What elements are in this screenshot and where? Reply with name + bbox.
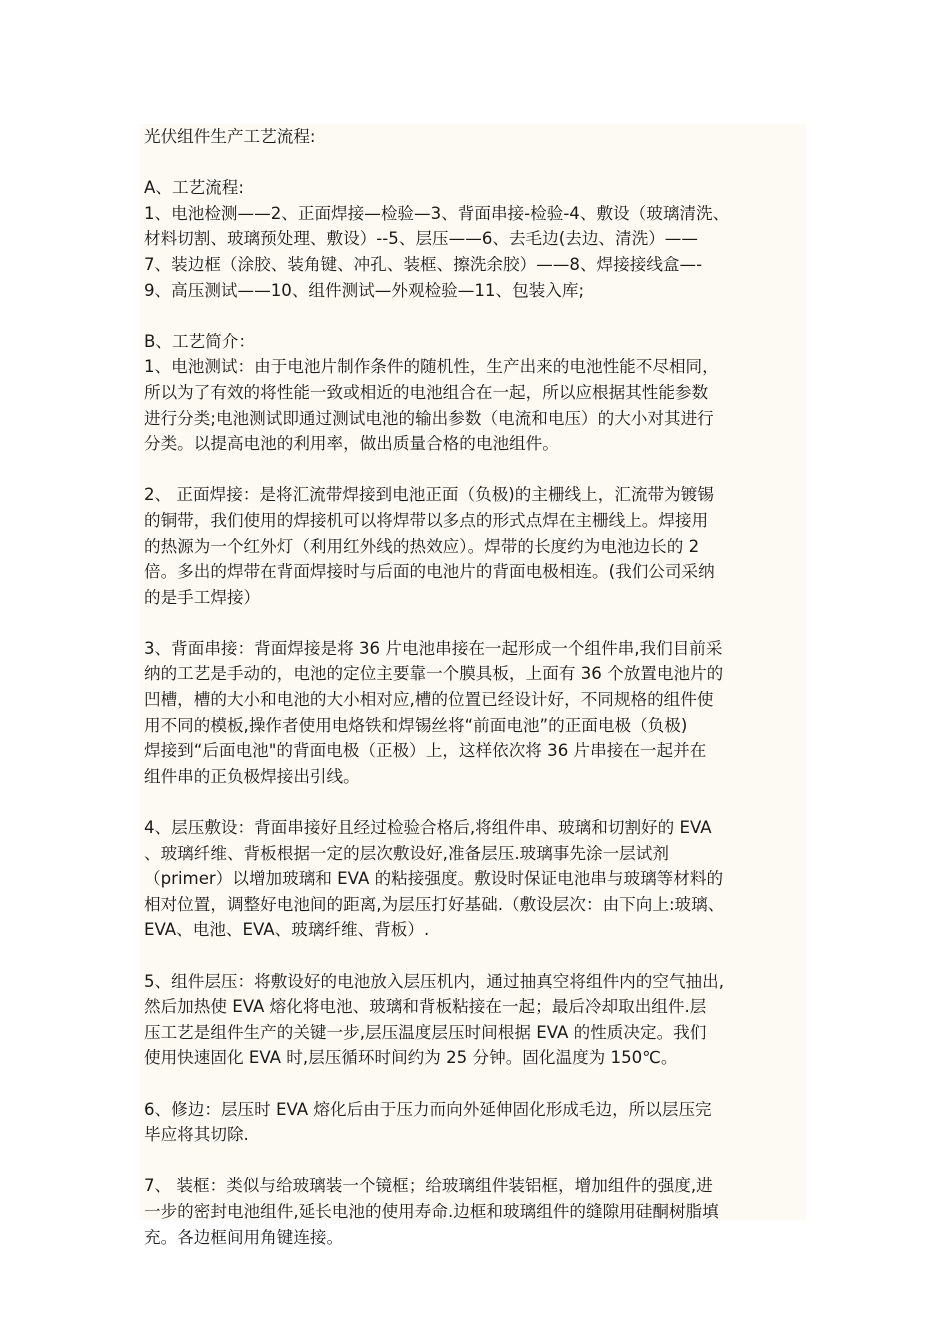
document-title: 光伏组件生产工艺流程: <box>144 127 316 146</box>
step-2-line: 倍。多出的焊带在背面焊接时与后面的电池片的背面电极相连。(我们公司采纳 <box>144 562 715 582</box>
step-7-line: 一步的密封电池组件,延长电池的使用寿命.边框和玻璃组件的缝隙用硅酮树脂填 <box>144 1201 719 1221</box>
step-3-line: 焊接到“后面电池"的背面电极（正极）上，这样依次将 36 片串接在一起并在 <box>144 741 707 761</box>
blank-line <box>144 789 806 815</box>
step-3-line: 3、背面串接：背面焊接是将 36 片电池串接在一起形成一个组件串,我们目前采 <box>144 638 723 658</box>
step-6-line: 6、修边：层压时 EVA 熔化后由于压力而向外延伸固化形成毛边，所以层压完 <box>144 1099 712 1119</box>
step-5-line: 然后加热使 EVA 熔化将电池、玻璃和背板粘接在一起；最后冷却取出组件.层 <box>144 997 707 1017</box>
step-2-line: 2、 正面焊接：是将汇流带焊接到电池正面（负极)的主栅线上，汇流带为镀锡 <box>144 485 714 505</box>
blank-line <box>144 457 806 483</box>
step-4-line: 相对位置，调整好电池间的距离,为层压打好基础.（敷设层次：由下向上:玻璃、 <box>144 894 725 914</box>
step-3-line: 纳的工艺是手动的，电池的定位主要靠一个膜具板，上面有 36 个放置电池片的 <box>144 664 724 684</box>
step-7-line: 充。各边框间用角键连接。 <box>144 1227 344 1247</box>
step-4-line: EVA、电池、EVA、玻璃纤维、背板）. <box>144 920 430 940</box>
step-5-line: 压工艺是组件生产的关键一步,层压温度层压时间根据 EVA 的性质决定。我们 <box>144 1022 707 1042</box>
section-a-heading: A、工艺流程: <box>144 178 244 198</box>
step-5-line: 使用快速固化 EVA 时,层压循环时间约为 25 分钟。固化温度为 150℃。 <box>144 1048 678 1068</box>
step-2-line: 的是手工焊接） <box>144 587 261 607</box>
section-a-line: 7、装边框（涂胶、装角键、冲孔、装框、擦洗余胶）——8、焊接接线盒—- <box>144 254 703 274</box>
step-1-line: 进行分类;电池测试即通过测试电池的输出参数（电流和电压）的大小对其进行 <box>144 408 714 428</box>
step-1-line: 1、电池测试：由于电池片制作条件的随机性，生产出来的电池性能不尽相同， <box>144 357 719 377</box>
step-3-line: 组件串的正负极焊接出引线。 <box>144 766 360 786</box>
section-b-heading: B、工艺简介： <box>144 331 255 351</box>
blank-line <box>144 150 806 176</box>
section-a-line: 材料切割、玻璃预处理、敷设）--5、层压——6、去毛边(去边、清洗）—— <box>144 229 698 249</box>
section-a-line: 1、电池检测——2、正面焊接—检验—3、背面串接-检验-4、敷设（玻璃清洗、 <box>144 203 730 223</box>
step-2-line: 的铜带，我们使用的焊接机可以将焊带以多点的形式点焊在主栅线上。焊接用 <box>144 510 709 530</box>
document-body <box>140 124 806 1247</box>
step-1-line: 所以为了有效的将性能一致或相近的电池组合在一起，所以应根据其性能参数 <box>144 382 709 402</box>
section-a-line: 9、高压测试——10、组件测试—外观检验—11、包装入库; <box>144 280 585 300</box>
step-7-line: 7、 装框：类似与给玻璃装一个镜框；给玻璃组件装铝框，增加组件的强度,进 <box>144 1176 713 1196</box>
step-1-line: 分类。以提高电池的利用率，做出质量合格的电池组件。 <box>144 434 559 454</box>
blank-line <box>144 303 806 329</box>
step-3-line: 用不同的模板,操作者使用电烙铁和焊锡丝将“前面电池”的正面电极（负极) <box>144 715 688 735</box>
step-4-line: 4、层压敷设：背面串接好且经过检验合格后,将组件串、玻璃和切割好的 EVA <box>144 818 712 838</box>
step-6-line: 毕应将其切除. <box>144 1125 249 1145</box>
step-5-line: 5、组件层压：将敷设好的电池放入层压机内，通过抽真空将组件内的空气抽出, <box>144 971 725 991</box>
blank-line <box>144 610 806 636</box>
step-2-line: 的热源为一个红外灯（利用红外线的热效应）。焊带的长度约为电池边长的 2 <box>144 536 700 556</box>
blank-line <box>144 1148 806 1174</box>
blank-line <box>144 943 806 969</box>
step-4-line: （primer）以增加玻璃和 EVA 的粘接强度。敷设时保证电池串与玻璃等材料的 <box>144 869 724 889</box>
step-3-line: 凹槽，槽的大小和电池的大小相对应,槽的位置已经设计好，不同规格的组件使 <box>144 690 714 710</box>
step-4-line: 、玻璃纤维、背板根据一定的层次敷设好,准备层压.玻璃事先涂一层试剂 <box>144 843 669 863</box>
blank-line <box>144 1071 806 1097</box>
